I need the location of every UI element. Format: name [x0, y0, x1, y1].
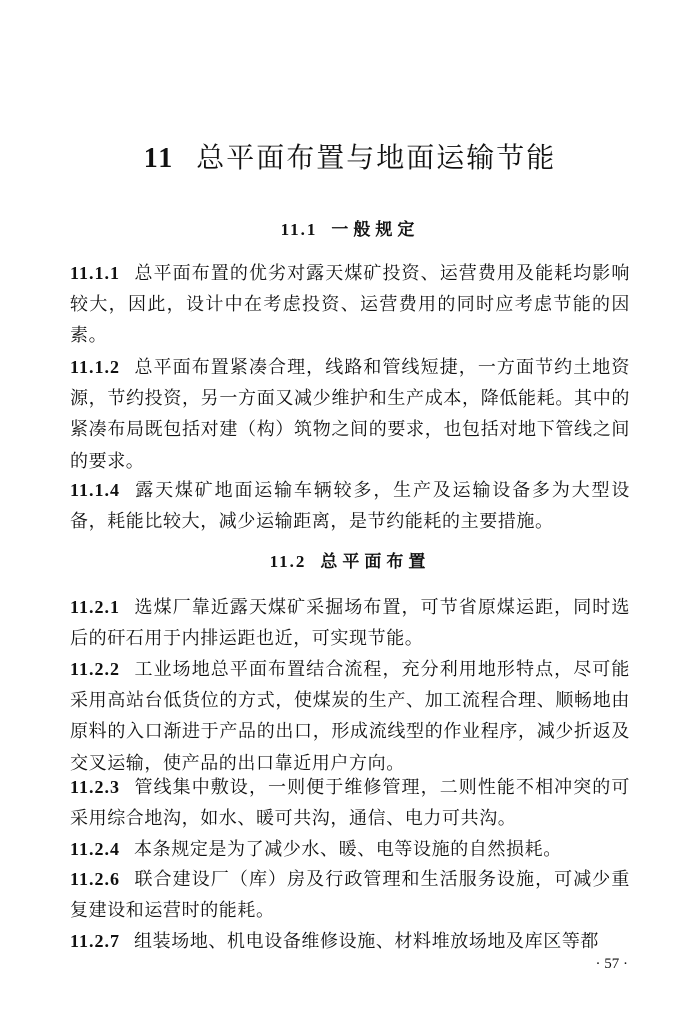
- section-title-text: 一般规定: [331, 220, 420, 240]
- clause-text: 联合建设厂（库）房及行政管理和生活服务设施，可减少重复建设和运营时的能耗。: [70, 869, 630, 922]
- clause-text: 组装场地、机电设备维修设施、材料堆放场地及库区等都: [134, 931, 600, 952]
- clause-text: 本条规定是为了减少水、暖、电等设施的自然损耗。: [134, 839, 562, 860]
- clause-11-2-4: [70, 834, 630, 865]
- clause-11-1-4: [70, 475, 630, 537]
- section-heading-11-2: [0, 550, 700, 574]
- chapter-number: 11: [143, 143, 175, 174]
- clause-number: 11.2.7: [70, 931, 121, 951]
- clause-number: 11.1.1: [70, 263, 121, 283]
- clause-text: 工业场地总平面布置结合流程，充分利用地形特点，尽可能采用高站台低货位的方式，使煤炭的生产、加工流程合理、顺畅地由原料的入口渐进于产品的出口，形成流线型的作业程序，减少折返及交叉运输，使产品的出口靠近用户方向。: [70, 659, 630, 774]
- section-title-text: 总平面布置: [320, 552, 431, 572]
- clause-number: 11.2.3: [70, 777, 121, 797]
- clause-number: 11.2.2: [70, 659, 121, 679]
- clause-number: 11.1.2: [70, 357, 121, 377]
- page-number: · 57 ·: [595, 956, 628, 972]
- section-number: 11.2: [269, 552, 307, 571]
- clause-text: 露天煤矿地面运输车辆较多，生产及运输设备多为大型设备，耗能比较大，减少运输距离，是节约能耗的主要措施。: [70, 480, 630, 533]
- clause-number: 11.2.1: [70, 597, 121, 617]
- clause-11-2-1: [70, 592, 630, 654]
- clause-number: 11.1.4: [70, 480, 121, 500]
- chapter-title: [0, 140, 700, 177]
- clause-text: 总平面布置的优劣对露天煤矿投资、运营费用及能耗均影响较大，因此，设计中在考虑投资、运营费用的同时应考虑节能的因素。: [70, 263, 630, 347]
- clause-text: 总平面布置紧凑合理，线路和管线短捷，一方面节约土地资源，节约投资，另一方面又减少维护和生产成本，降低能耗。其中的紧凑布局既包括对建（构）筑物之间的要求，也包括对地下管线之间的要求。: [70, 357, 630, 472]
- clause-11-2-3: [70, 772, 630, 834]
- clause-number: 11.2.6: [70, 869, 121, 889]
- chapter-title-text: 总平面布置与地面运输节能: [196, 141, 557, 174]
- clause-11-1-2: [70, 352, 630, 477]
- clause-11-2-2: [70, 654, 630, 779]
- section-heading-11-1: [0, 218, 700, 242]
- clause-11-1-1: [70, 258, 630, 352]
- clause-number: 11.2.4: [70, 839, 121, 859]
- section-number: 11.1: [280, 220, 318, 239]
- clause-11-2-7: [70, 926, 630, 957]
- clause-text: 选煤厂靠近露天煤矿采掘场布置，可节省原煤运距，同时选后的矸石用于内排运距也近，可实现节能。: [70, 597, 630, 650]
- clause-11-2-6: [70, 864, 630, 926]
- clause-text: 管线集中敷设，一则便于维修管理，二则性能不相冲突的可采用综合地沟，如水、暖可共沟，通信、电力可共沟。: [70, 777, 630, 830]
